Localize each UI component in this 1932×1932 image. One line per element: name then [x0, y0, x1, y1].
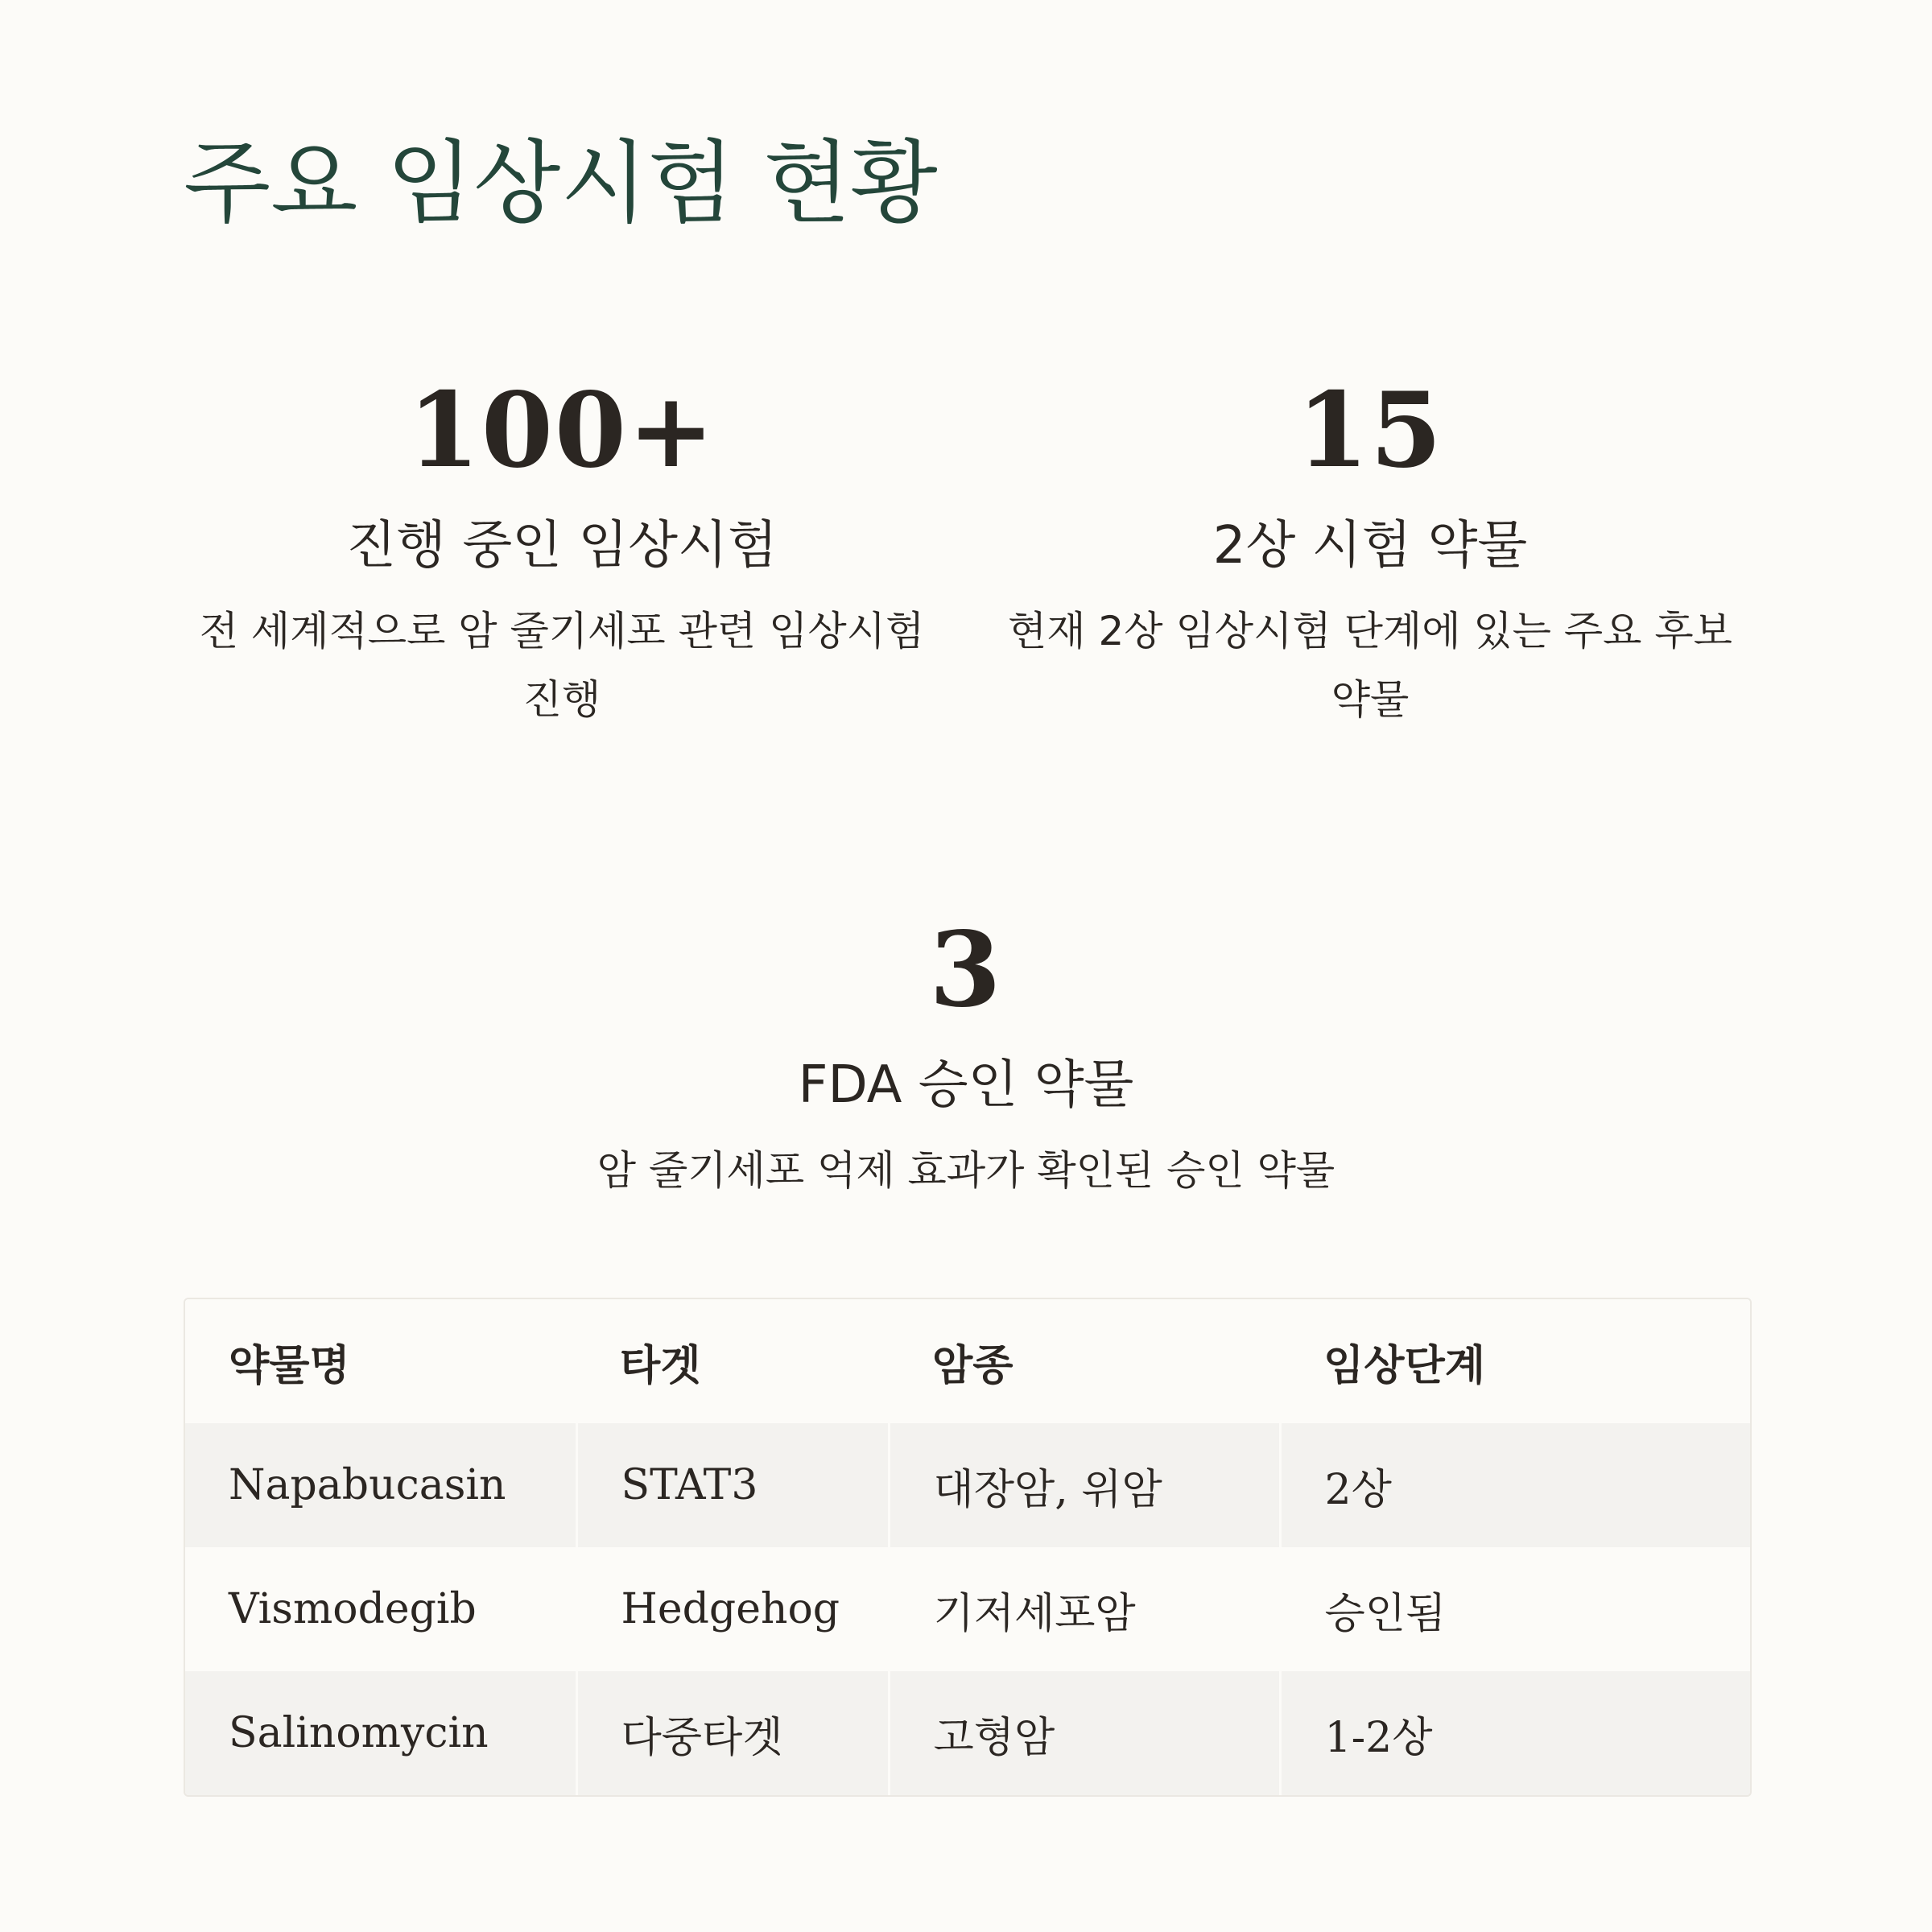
- table-row: [185, 1671, 1750, 1795]
- stat-label: 진행 중인 임상시험: [346, 516, 778, 576]
- stat-number: 100+: [407, 370, 716, 491]
- page: [184, 0, 1748, 1932]
- stat-number: 3: [929, 910, 1003, 1030]
- drug-table: [184, 1298, 1752, 1797]
- table-cell: 고형암: [889, 1671, 1280, 1795]
- column-header-drug: 약물명: [185, 1299, 576, 1423]
- table-row: [185, 1547, 1750, 1671]
- table-header-row: [185, 1299, 1750, 1423]
- table-cell: 다중타겟: [576, 1671, 889, 1795]
- stat-card-fda: [523, 910, 1409, 1205]
- stat-description: 현재 2상 임상시험 단계에 있는 주요 후보 약물: [1008, 608, 1732, 723]
- stat-label: FDA 승인 약물: [798, 1055, 1134, 1115]
- table-cell: 1-2상: [1280, 1671, 1750, 1795]
- column-header-target: 타겟: [576, 1299, 889, 1423]
- table-cell: Napabucasin: [185, 1423, 576, 1547]
- page-title: 주요 임상시험 현황: [184, 131, 938, 236]
- stat-number: 15: [1296, 370, 1444, 491]
- table-cell: Hedgehog: [576, 1547, 889, 1671]
- stat-description: 암 줄기세포 억제 효과가 확인된 승인 약물: [597, 1147, 1335, 1194]
- stat-card-phase2: [992, 370, 1748, 734]
- table-cell: 기저세포암: [889, 1547, 1280, 1671]
- stat-card-trials: [184, 370, 940, 734]
- table-cell: STAT3: [576, 1423, 889, 1547]
- table-row: [185, 1423, 1750, 1547]
- table-cell: 대장암, 위암: [889, 1423, 1280, 1547]
- table-cell: Salinomycin: [185, 1671, 576, 1795]
- stat-description: 전 세계적으로 암 줄기세포 관련 임상시험 진행: [199, 608, 925, 723]
- table-cell: Vismodegib: [185, 1547, 576, 1671]
- stat-label: 2상 시험 약물: [1212, 516, 1528, 576]
- table-cell: 2상: [1280, 1423, 1750, 1547]
- column-header-phase: 임상단계: [1280, 1299, 1750, 1423]
- table-cell: 승인됨: [1280, 1547, 1750, 1671]
- column-header-cancer-type: 암종: [889, 1299, 1280, 1423]
